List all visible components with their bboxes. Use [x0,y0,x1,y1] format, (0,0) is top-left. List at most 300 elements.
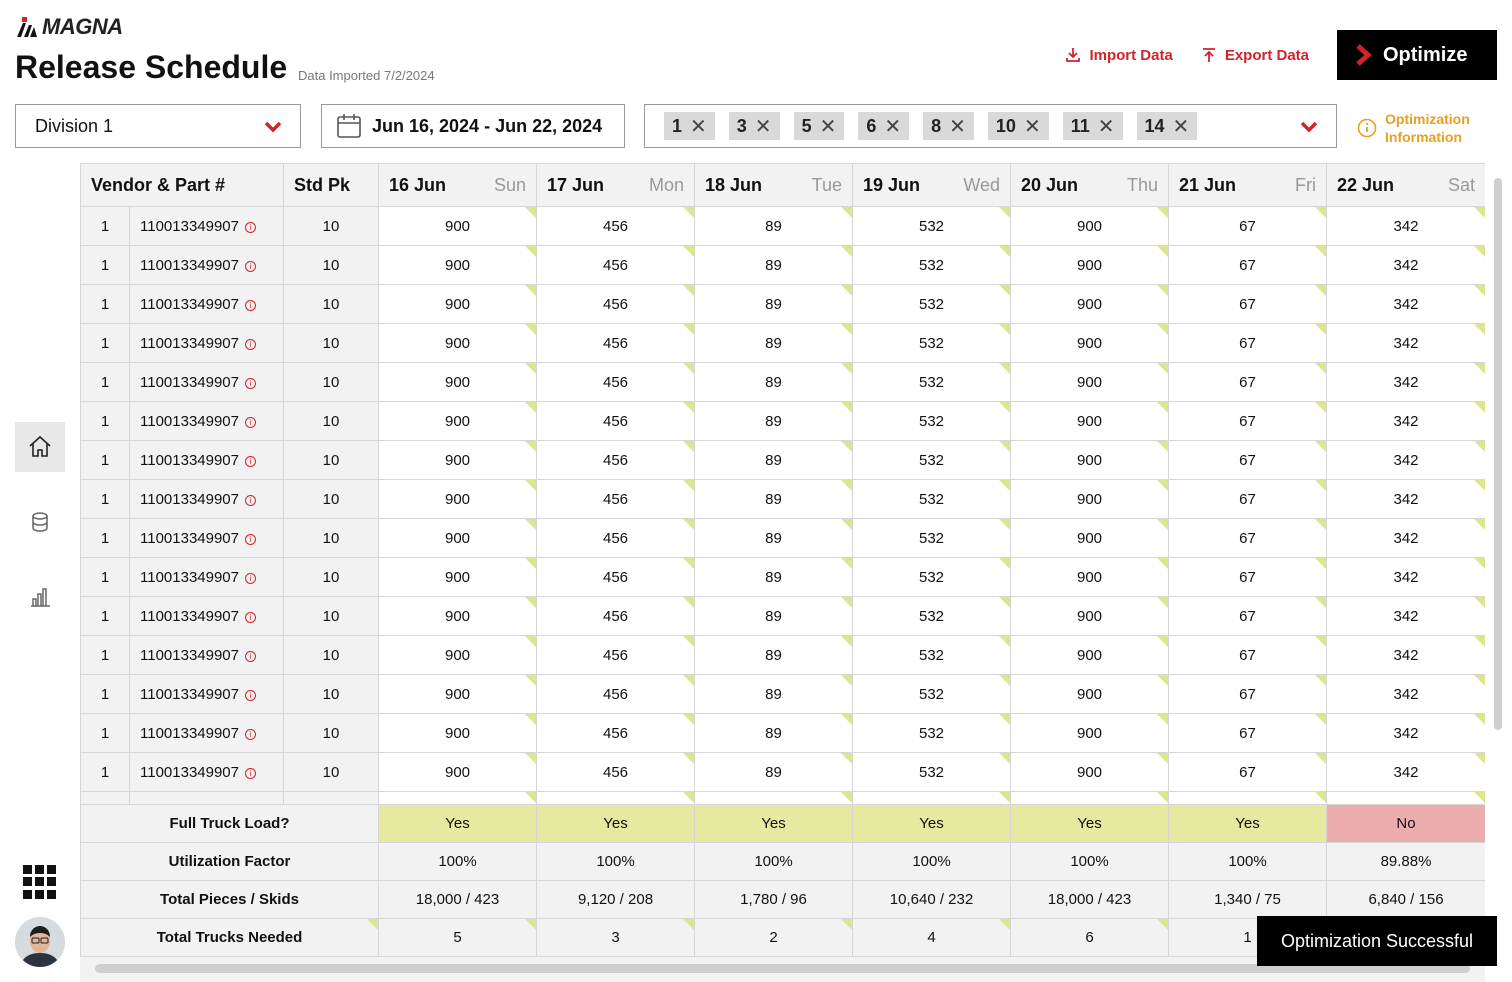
summary-value: Yes [537,805,695,843]
close-icon[interactable]: ✕ [1097,115,1115,138]
import-data-button[interactable] [1065,47,1172,64]
date-range-picker[interactable] [321,104,625,148]
qty-cell[interactable]: 67 [1169,519,1327,558]
qty-cell[interactable]: 456 [537,558,695,597]
qty-cell[interactable]: 900 [379,519,537,558]
qty-cell[interactable]: 532 [853,246,1011,285]
optimize-label: Optimize [1383,43,1468,66]
summary-label: Utilization Factor [81,843,379,881]
qty-cell[interactable]: 456 [537,714,695,753]
chevron-down-icon [1300,119,1318,135]
qty-cell[interactable]: 89 [695,714,853,753]
qty-cell[interactable]: 67 [1169,480,1327,519]
filter-chip[interactable] [858,112,909,140]
qty-cell[interactable]: 89 [695,285,853,324]
qty-cell[interactable]: 67 [1169,363,1327,402]
qty-cell[interactable]: 900 [1011,558,1169,597]
table-row[interactable] [81,519,1486,558]
qty-cell[interactable]: 900 [379,207,537,246]
optimization-info-link[interactable] [1357,110,1470,146]
qty-cell[interactable]: 900 [1011,207,1169,246]
qty-cell[interactable]: 456 [537,636,695,675]
std-pk-cell: 10 [284,324,379,363]
qty-cell[interactable]: 456 [537,324,695,363]
table-row[interactable] [81,597,1486,636]
qty-cell[interactable]: 89 [695,519,853,558]
qty-cell[interactable]: 89 [695,480,853,519]
part-number: 110013349907 [140,529,239,547]
day-date: 16 Jun [389,174,447,195]
table-row[interactable] [81,285,1486,324]
chip-label: 3 [736,115,747,136]
part-number: 110013349907 [140,373,239,391]
part-cell [130,207,284,246]
qty-cell[interactable]: 89 [695,636,853,675]
col-header-day[interactable] [695,164,853,207]
export-data-button[interactable] [1201,47,1309,64]
import-data-label: Import Data [1089,46,1173,64]
qty-cell[interactable]: 900 [379,324,537,363]
user-avatar[interactable] [15,917,65,967]
qty-cell[interactable]: 532 [853,285,1011,324]
qty-cell[interactable]: 342 [1327,558,1485,597]
part-cell [130,519,284,558]
qty-cell[interactable]: 900 [1011,285,1169,324]
summary-value: 18,000 / 423 [379,881,537,919]
vendor-cell: 1 [81,558,130,597]
part-number: 110013349907 [140,763,239,781]
qty-cell[interactable]: 456 [537,480,695,519]
close-icon[interactable]: ✕ [1023,115,1041,138]
qty-cell[interactable]: 900 [379,480,537,519]
summary-value: 100% [853,843,1011,881]
std-pk-cell: 10 [284,636,379,675]
chip-label: 11 [1070,115,1090,136]
qty-cell[interactable]: 89 [695,246,853,285]
nav-data[interactable] [15,497,65,547]
part-info-icon[interactable]: i [245,690,256,701]
avatar-image [15,917,65,967]
qty-cell[interactable]: 342 [1327,441,1485,480]
qty-cell[interactable]: 89 [695,675,853,714]
summary-value: 18,000 / 423 [1011,881,1169,919]
summary-value: 2 [695,919,853,957]
col-header-day[interactable] [537,164,695,207]
date-range-value: Jun 16, 2024 - Jun 22, 2024 [372,115,603,136]
chip-label: 8 [931,115,942,136]
table-row[interactable] [81,558,1486,597]
vendor-cell: 1 [81,246,130,285]
part-cell [130,636,284,675]
table-row[interactable] [81,402,1486,441]
col-header-day[interactable] [1169,164,1327,207]
qty-cell[interactable]: 342 [1327,246,1485,285]
table-row-partial [81,792,1486,805]
summary-value: 100% [379,843,537,881]
close-icon[interactable]: ✕ [690,115,707,138]
qty-cell[interactable]: 342 [1327,402,1485,441]
std-pk-cell: 10 [284,441,379,480]
col-header-day[interactable] [1011,164,1169,207]
summary-value: Yes [379,805,537,843]
qty-cell[interactable]: 900 [379,246,537,285]
total-pieces-skids-row [81,881,1486,919]
chip-label: 6 [866,115,877,136]
chip-label: 1 [672,115,683,136]
opt-info-line1: Optimization [1385,111,1470,127]
std-pk-cell: 10 [284,402,379,441]
filter-chip[interactable] [794,112,845,140]
std-pk-cell: 10 [284,207,379,246]
qty-cell[interactable]: 67 [1169,675,1327,714]
qty-cell[interactable]: 532 [853,597,1011,636]
part-number: 110013349907 [140,724,239,742]
qty-cell[interactable]: 67 [1169,324,1327,363]
qty-cell[interactable]: 532 [853,519,1011,558]
part-cell [130,675,284,714]
vendor-cell: 1 [81,207,130,246]
part-info-icon[interactable]: i [245,417,256,428]
table-row[interactable] [81,480,1486,519]
part-info-icon[interactable]: i [245,378,256,389]
summary-value: Yes [1011,805,1169,843]
table-row[interactable] [81,636,1486,675]
qty-cell[interactable]: 89 [695,441,853,480]
std-pk-cell: 10 [284,675,379,714]
division-value: Division 1 [35,115,114,136]
qty-cell[interactable]: 89 [695,324,853,363]
day-of-week: Fri [1295,174,1317,195]
qty-cell[interactable]: 67 [1169,597,1327,636]
part-info-icon[interactable]: i [245,261,256,272]
qty-cell[interactable]: 67 [1169,753,1327,792]
part-info-icon[interactable]: i [245,573,256,584]
qty-cell[interactable]: 456 [537,597,695,636]
magna-logo-icon [15,15,39,39]
qty-cell[interactable]: 900 [1011,402,1169,441]
chip-multiselect[interactable] [644,104,1337,148]
chevron-down-icon [264,119,282,135]
app-grid-icon[interactable] [23,865,57,899]
std-pk-cell: 10 [284,597,379,636]
optimize-button[interactable] [1337,30,1497,80]
summary-value: Yes [853,805,1011,843]
qty-cell[interactable]: 456 [537,363,695,402]
qty-cell[interactable]: 532 [853,714,1011,753]
part-cell [130,402,284,441]
day-of-week: Mon [649,174,685,195]
qty-cell[interactable]: 342 [1327,480,1485,519]
division-select[interactable] [15,104,301,148]
vertical-scrollbar[interactable] [1494,178,1502,730]
summary-value: 3 [537,919,695,957]
chevron-right-icon [1355,44,1373,66]
qty-cell[interactable]: 67 [1169,246,1327,285]
qty-cell[interactable]: 342 [1327,636,1485,675]
qty-cell[interactable]: 900 [379,675,537,714]
day-of-week: Wed [963,174,1001,195]
qty-cell[interactable]: 900 [379,441,537,480]
qty-cell[interactable]: 900 [1011,363,1169,402]
day-of-week: Sun [493,174,527,195]
qty-cell[interactable]: 342 [1327,207,1485,246]
summary-value: 10,640 / 232 [853,881,1011,919]
summary-value: 1 [1169,919,1327,957]
day-of-week: Thu [1126,174,1159,195]
summary-value: Yes [1169,805,1327,843]
qty-cell[interactable]: 532 [853,363,1011,402]
part-number: 110013349907 [140,295,239,313]
qty-cell[interactable]: 342 [1327,597,1485,636]
release-schedule-table [80,163,1485,982]
qty-cell[interactable]: 456 [537,207,695,246]
filter-chip[interactable] [664,112,715,140]
data-imported-text: Data Imported 7/2/2024 [298,68,435,83]
part-cell [130,714,284,753]
qty-cell[interactable]: 342 [1327,675,1485,714]
sidebar-nav [15,422,65,647]
qty-cell[interactable]: 456 [537,402,695,441]
qty-cell[interactable]: 900 [1011,636,1169,675]
qty-cell[interactable]: 342 [1327,363,1485,402]
part-info-icon[interactable]: i [245,768,256,779]
filter-chip[interactable] [923,112,974,140]
part-cell [130,480,284,519]
part-number: 110013349907 [140,568,239,586]
part-info-icon[interactable]: i [245,300,256,311]
part-cell [130,285,284,324]
qty-cell[interactable]: 900 [379,285,537,324]
bar-chart-icon [28,585,52,609]
day-date: 20 Jun [1021,174,1079,195]
vendor-cell: 1 [81,402,130,441]
qty-cell[interactable]: 900 [379,753,537,792]
filter-chip[interactable] [729,112,780,140]
col-header-day[interactable] [379,164,537,207]
qty-cell[interactable]: 900 [379,558,537,597]
vendor-cell: 1 [81,480,130,519]
part-cell [130,246,284,285]
summary-value: 5 [379,919,537,957]
summary-value: 100% [1011,843,1169,881]
day-date: 17 Jun [547,174,605,195]
vendor-cell: 1 [81,363,130,402]
std-pk-cell: 10 [284,246,379,285]
qty-cell[interactable]: 900 [1011,753,1169,792]
calendar-icon [336,113,362,139]
summary-value: 100% [537,843,695,881]
qty-cell[interactable]: 67 [1169,441,1327,480]
part-cell [130,441,284,480]
qty-cell[interactable]: 456 [537,285,695,324]
part-number: 110013349907 [140,412,239,430]
close-icon[interactable]: ✕ [1172,115,1190,138]
qty-cell[interactable]: 67 [1169,558,1327,597]
part-info-icon[interactable]: i [245,651,256,662]
table-row[interactable] [81,675,1486,714]
summary-value: 6 [1011,919,1169,957]
day-of-week: Tue [811,174,843,195]
qty-cell[interactable]: 532 [853,636,1011,675]
qty-cell[interactable]: 532 [853,324,1011,363]
qty-cell[interactable]: 342 [1327,753,1485,792]
day-date: 18 Jun [705,174,763,195]
utilization-factor-row [81,843,1486,881]
qty-cell[interactable]: 532 [853,675,1011,714]
qty-cell[interactable]: 89 [695,597,853,636]
qty-cell[interactable]: 900 [379,636,537,675]
qty-cell[interactable]: 900 [379,714,537,753]
day-date: 19 Jun [863,174,921,195]
qty-cell[interactable]: 67 [1169,714,1327,753]
part-info-icon[interactable]: i [245,339,256,350]
qty-cell[interactable]: 900 [1011,324,1169,363]
vendor-cell: 1 [81,519,130,558]
toast-notification: Optimization Successful [1257,916,1497,966]
close-icon[interactable]: ✕ [754,115,772,138]
summary-label: Full Truck Load? [81,805,379,843]
chip-label: 5 [801,115,812,136]
qty-cell[interactable]: 342 [1327,714,1485,753]
download-icon [1065,47,1081,63]
opt-info-line2: Information [1385,129,1462,145]
full-truck-load-row [81,805,1486,843]
qty-cell[interactable]: 67 [1169,207,1327,246]
filter-chip[interactable] [1063,112,1123,140]
qty-cell[interactable]: 67 [1169,402,1327,441]
part-cell [130,363,284,402]
vendor-cell: 1 [81,285,130,324]
close-icon[interactable]: ✕ [884,115,902,138]
std-pk-cell: 10 [284,558,379,597]
col-header-std-pk[interactable]: Std Pk [284,164,379,207]
close-icon[interactable]: ✕ [949,115,966,138]
std-pk-cell: 10 [284,285,379,324]
std-pk-cell: 10 [284,714,379,753]
table-row[interactable] [81,246,1486,285]
qty-cell[interactable]: 532 [853,480,1011,519]
table-row[interactable] [81,441,1486,480]
table-row[interactable] [81,714,1486,753]
qty-cell[interactable]: 900 [379,402,537,441]
part-number: 110013349907 [140,334,239,352]
chip-label: 10 [995,115,1016,136]
vendor-cell: 1 [81,636,130,675]
export-data-label: Export Data [1224,46,1309,64]
qty-cell[interactable]: 900 [379,363,537,402]
page-title: Release Schedule [15,49,288,85]
qty-cell[interactable]: 456 [537,246,695,285]
vendor-cell: 1 [81,324,130,363]
part-info-icon[interactable]: i [245,534,256,545]
part-cell [130,597,284,636]
part-info-icon[interactable]: i [245,729,256,740]
qty-cell[interactable]: 89 [695,207,853,246]
part-number: 110013349907 [140,451,239,469]
summary-value: 9,120 / 208 [537,881,695,919]
table-row[interactable] [81,753,1486,792]
summary-label: Total Trucks Needed [81,919,379,957]
std-pk-cell: 10 [284,363,379,402]
qty-cell[interactable]: 342 [1327,519,1485,558]
qty-cell[interactable]: 900 [1011,675,1169,714]
nav-reports[interactable] [15,572,65,622]
qty-cell[interactable]: 89 [695,402,853,441]
qty-cell[interactable]: 67 [1169,636,1327,675]
close-icon[interactable]: ✕ [819,115,837,138]
part-number: 110013349907 [140,217,239,235]
std-pk-cell: 10 [284,480,379,519]
summary-value: 100% [1169,843,1327,881]
qty-cell[interactable]: 456 [537,441,695,480]
table-row[interactable] [81,207,1486,246]
brand-name: MAGNA [42,14,123,39]
qty-cell[interactable]: 456 [537,675,695,714]
day-date: 21 Jun [1179,174,1237,195]
qty-cell[interactable]: 342 [1327,324,1485,363]
summary-value: 100% [695,843,853,881]
day-date: 22 Jun [1337,174,1395,195]
qty-cell[interactable]: 456 [537,519,695,558]
part-info-icon[interactable]: i [245,456,256,467]
qty-cell[interactable]: 89 [695,363,853,402]
col-header-day[interactable] [1327,164,1485,207]
qty-cell[interactable]: 456 [537,753,695,792]
summary-value: 6,840 / 156 [1327,881,1485,919]
summary-value: 1,780 / 96 [695,881,853,919]
qty-cell[interactable]: 532 [853,753,1011,792]
qty-cell[interactable]: 900 [1011,441,1169,480]
part-number: 110013349907 [140,256,239,274]
info-icon [1357,118,1377,138]
qty-cell[interactable]: 900 [1011,519,1169,558]
qty-cell[interactable]: 342 [1327,285,1485,324]
col-header-vendor-part[interactable]: Vendor & Part # [81,164,284,207]
part-cell [130,558,284,597]
summary-label: Total Pieces / Skids [81,881,379,919]
filter-chip[interactable] [988,112,1049,140]
qty-cell[interactable]: 532 [853,558,1011,597]
qty-cell[interactable]: 89 [695,558,853,597]
qty-cell[interactable]: 532 [853,441,1011,480]
filter-chip[interactable] [1137,112,1198,140]
qty-cell[interactable]: 900 [1011,246,1169,285]
qty-cell[interactable]: 900 [1011,597,1169,636]
summary-value: 89.88% [1327,843,1485,881]
upload-icon [1201,47,1217,63]
part-info-icon[interactable]: i [245,222,256,233]
chip-label: 14 [1144,115,1165,136]
table-row[interactable] [81,363,1486,402]
qty-cell[interactable]: 89 [695,753,853,792]
qty-cell[interactable]: 532 [853,207,1011,246]
day-of-week: Sat [1447,174,1476,195]
col-header-day[interactable] [853,164,1011,207]
vendor-cell: 1 [81,753,130,792]
qty-cell[interactable]: 900 [379,597,537,636]
qty-cell[interactable]: 900 [1011,714,1169,753]
part-info-icon[interactable]: i [245,612,256,623]
part-cell [130,324,284,363]
qty-cell[interactable]: 532 [853,402,1011,441]
qty-cell[interactable]: 900 [1011,480,1169,519]
database-icon [29,511,51,533]
table-row[interactable] [81,324,1486,363]
part-cell [130,753,284,792]
nav-home[interactable] [15,422,65,472]
qty-cell[interactable]: 67 [1169,285,1327,324]
part-info-icon[interactable]: i [245,495,256,506]
